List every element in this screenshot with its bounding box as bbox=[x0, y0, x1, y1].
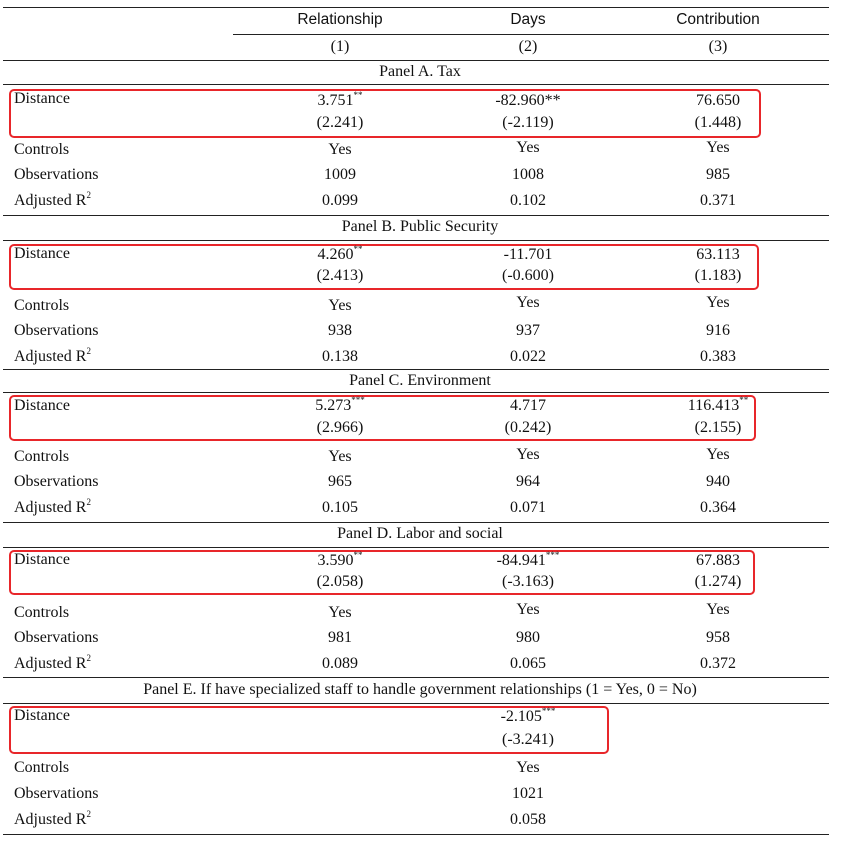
panel-a-observations-2: 1008 bbox=[512, 166, 544, 183]
panel-d-distance-coef-1: 3.590** bbox=[317, 550, 363, 569]
panel-c-distance-coef-2: 4.717 bbox=[510, 397, 546, 414]
panel-c-distance-t-2: (0.242) bbox=[504, 419, 552, 436]
col-header-relationship: Relationship bbox=[297, 11, 383, 28]
header-rule bbox=[233, 34, 829, 35]
panel-c-adj-r2-3: 0.364 bbox=[700, 499, 736, 516]
panel-b-adj-r2-2: 0.022 bbox=[510, 348, 546, 365]
panel-a-controls-3: Yes bbox=[706, 139, 730, 156]
panel-d-rule bbox=[3, 547, 829, 548]
panel-c-controls-label: Controls bbox=[14, 448, 70, 465]
col-header-contribution: Contribution bbox=[676, 11, 760, 28]
bottom-rule bbox=[3, 834, 829, 835]
panel-a-distance-highlight bbox=[9, 89, 761, 138]
panel-c-controls-1: Yes bbox=[328, 448, 352, 465]
panel-e-distance-label: Distance bbox=[14, 707, 70, 724]
panel-c-distance-t-3: (2.155) bbox=[694, 419, 742, 436]
panel-b-controls-3: Yes bbox=[706, 294, 730, 311]
panel-b-distance-t-1: (2.413) bbox=[316, 267, 364, 284]
panel-c-distance-coef-3: 116.413** bbox=[687, 395, 749, 414]
panel-b-distance-t-3: (1.183) bbox=[694, 267, 742, 284]
panel-c-adj-r2-label: Adjusted $R^2$ bbox=[14, 497, 91, 516]
panel-d-adj-r2-3: 0.372 bbox=[700, 655, 736, 672]
panel-b-adj-r2-label: Adjusted $R^2$ bbox=[14, 346, 91, 365]
top-rule bbox=[3, 7, 829, 8]
panel-a-distance-t-1: (2.241) bbox=[316, 114, 364, 131]
panel-a-title: Panel A. Tax bbox=[379, 63, 461, 80]
panel-a-rule bbox=[3, 84, 829, 85]
panel-e-title: Panel E. If have specialized staff to handle government relationships (1 = Yes, 0 = No) bbox=[143, 681, 697, 698]
panel-c-distance-coef-1: 5.273*** bbox=[315, 395, 365, 414]
col-number-3: (3) bbox=[708, 38, 728, 55]
panel-a-adj-r2-3: 0.371 bbox=[700, 192, 736, 209]
panel-e-controls: Yes bbox=[516, 759, 540, 776]
panel-b-observations-label: Observations bbox=[14, 322, 99, 339]
panel-e-observations: 1021 bbox=[512, 785, 544, 802]
panel-c-observations-1: 965 bbox=[328, 473, 352, 490]
panel-e-adj-r2: 0.058 bbox=[510, 811, 546, 828]
panel-b-title: Panel B. Public Security bbox=[341, 218, 499, 235]
panel-d-top-rule bbox=[3, 522, 829, 523]
panel-d-controls-2: Yes bbox=[516, 601, 540, 618]
panel-d-distance-t-1: (2.058) bbox=[316, 573, 364, 590]
panel-c-observations-label: Observations bbox=[14, 473, 99, 490]
panel-b-distance-t-2: (-0.600) bbox=[502, 267, 554, 284]
panel-a-controls-1: Yes bbox=[328, 141, 352, 158]
panel-b-top-rule bbox=[3, 215, 829, 216]
panel-c-adj-r2-1: 0.105 bbox=[322, 499, 358, 516]
panel-d-adj-r2-1: 0.089 bbox=[322, 655, 358, 672]
panel-a-distance-label: Distance bbox=[14, 90, 70, 107]
panel-b-distance-coef-3: 63.113 bbox=[696, 246, 740, 263]
panel-e-top-rule bbox=[3, 677, 829, 678]
panel-d-distance-label: Distance bbox=[14, 551, 70, 568]
panel-a-distance-t-3: (1.448) bbox=[694, 114, 742, 131]
panel-a-adj-r2-label: Adjusted $R^2$ bbox=[14, 190, 91, 209]
panel-d-controls-1: Yes bbox=[328, 604, 352, 621]
panel-d-distance-coef-3: 67.883 bbox=[696, 552, 740, 569]
col-header-days: Days bbox=[510, 11, 546, 28]
panel-c-rule bbox=[3, 392, 829, 393]
panel-d-observations-label: Observations bbox=[14, 629, 99, 646]
panel-d-adj-r2-label: Adjusted $R^2$ bbox=[14, 653, 91, 672]
col-number-1: (1) bbox=[330, 38, 350, 55]
panel-a-adj-r2-2: 0.102 bbox=[510, 192, 546, 209]
panel-a-distance-coef-2: -82.960** bbox=[495, 92, 561, 109]
panel-b-observations-3: 916 bbox=[706, 322, 730, 339]
panel-d-distance-coef-2: -84.941*** bbox=[496, 550, 560, 569]
panel-c-distance-highlight bbox=[9, 395, 756, 441]
panel-b-controls-1: Yes bbox=[328, 297, 352, 314]
panel-b-rule bbox=[3, 240, 829, 241]
panel-c-controls-2: Yes bbox=[516, 446, 540, 463]
panel-e-distance-coef: -2.105*** bbox=[500, 706, 556, 725]
panel-b-adj-r2-3: 0.383 bbox=[700, 348, 736, 365]
panel-e-rule bbox=[3, 703, 829, 704]
panel-e-adj-r2-label: Adjusted $R^2$ bbox=[14, 809, 91, 828]
panel-a-controls-2: Yes bbox=[516, 139, 540, 156]
panel-a-adj-r2-1: 0.099 bbox=[322, 192, 358, 209]
panel-c-distance-label: Distance bbox=[14, 397, 70, 414]
panel-b-controls-2: Yes bbox=[516, 294, 540, 311]
panel-d-observations-1: 981 bbox=[328, 629, 352, 646]
panel-d-observations-2: 980 bbox=[516, 629, 540, 646]
panel-c-title: Panel C. Environment bbox=[349, 372, 491, 389]
panel-d-title: Panel D. Labor and social bbox=[337, 525, 503, 542]
panel-a-observations-3: 985 bbox=[706, 166, 730, 183]
panel-b-distance-coef-1: 4.260** bbox=[317, 244, 363, 263]
panel-b-observations-1: 938 bbox=[328, 322, 352, 339]
header-bottom-rule bbox=[3, 60, 829, 61]
panel-d-controls-3: Yes bbox=[706, 601, 730, 618]
panel-e-distance-t: (-3.241) bbox=[502, 731, 554, 748]
panel-b-distance-highlight bbox=[9, 244, 759, 290]
panel-d-observations-3: 958 bbox=[706, 629, 730, 646]
panel-e-observations-label: Observations bbox=[14, 785, 99, 802]
panel-c-top-rule bbox=[3, 369, 829, 370]
panel-a-distance-coef-1: 3.751** bbox=[317, 90, 363, 109]
panel-b-adj-r2-1: 0.138 bbox=[322, 348, 358, 365]
panel-e-controls-label: Controls bbox=[14, 759, 70, 776]
panel-a-distance-t-2: (-2.119) bbox=[502, 114, 554, 131]
panel-a-observations-label: Observations bbox=[14, 166, 99, 183]
panel-a-controls-label: Controls bbox=[14, 141, 70, 158]
panel-c-distance-t-1: (2.966) bbox=[316, 419, 364, 436]
panel-d-controls-label: Controls bbox=[14, 604, 70, 621]
panel-d-distance-t-3: (1.274) bbox=[694, 573, 742, 590]
panel-d-adj-r2-2: 0.065 bbox=[510, 655, 546, 672]
panel-d-distance-highlight bbox=[9, 550, 755, 595]
panel-c-observations-2: 964 bbox=[516, 473, 540, 490]
panel-c-observations-3: 940 bbox=[706, 473, 730, 490]
panel-b-distance-coef-2: -11.701 bbox=[503, 246, 553, 263]
col-number-2: (2) bbox=[518, 38, 538, 55]
panel-c-controls-3: Yes bbox=[706, 446, 730, 463]
panel-b-observations-2: 937 bbox=[516, 322, 540, 339]
panel-c-adj-r2-2: 0.071 bbox=[510, 499, 546, 516]
panel-b-controls-label: Controls bbox=[14, 297, 70, 314]
panel-a-distance-coef-3: 76.650 bbox=[696, 92, 740, 109]
panel-a-observations-1: 1009 bbox=[324, 166, 356, 183]
panel-b-distance-label: Distance bbox=[14, 245, 70, 262]
panel-d-distance-t-2: (-3.163) bbox=[502, 573, 554, 590]
